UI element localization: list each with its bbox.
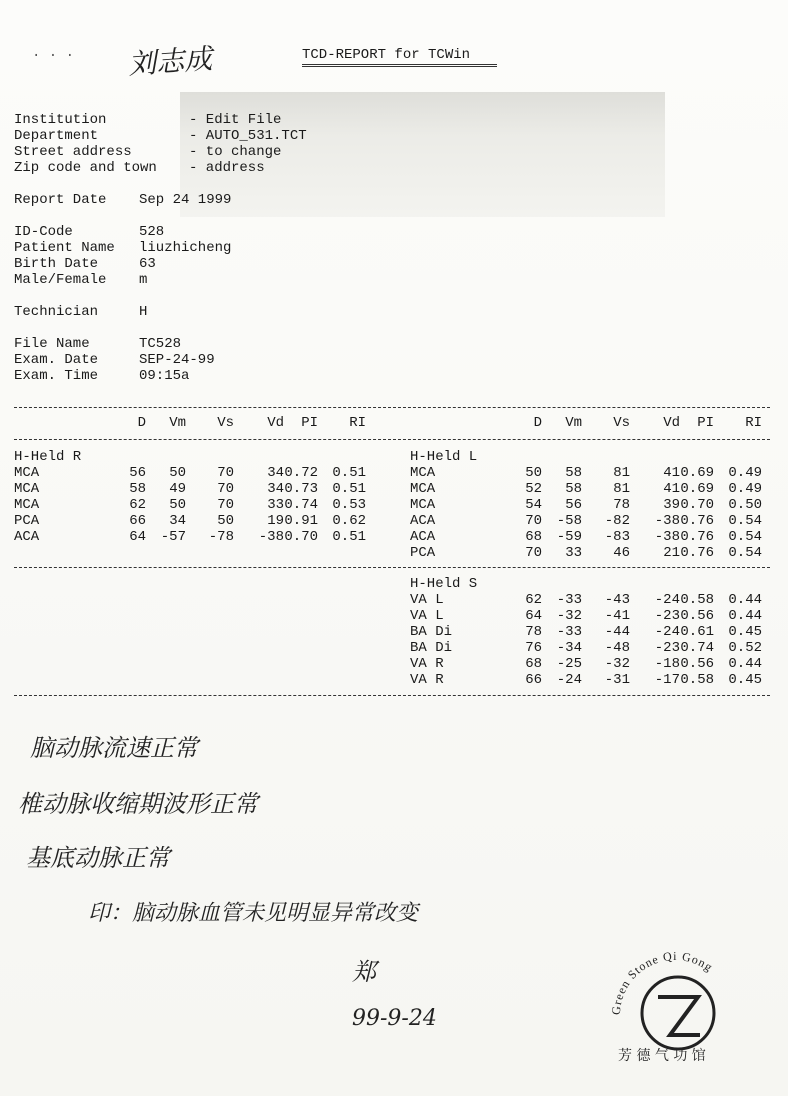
column-header-vm: Vm — [565, 415, 582, 431]
report-date-label: Report Date — [14, 192, 107, 208]
value-cell: 0.72 — [284, 465, 318, 481]
value-cell: 0.51 — [332, 481, 366, 497]
table-row — [410, 545, 762, 561]
value-cell: 0.69 — [680, 481, 714, 497]
pen-marks: · · · — [32, 48, 75, 64]
exam-value: 09:15a — [139, 368, 190, 384]
vessel-cell: PCA — [14, 513, 40, 529]
value-cell: -24 — [556, 672, 582, 688]
value-cell: 50 — [217, 513, 234, 529]
value-cell: 56 — [129, 465, 146, 481]
report-title: TCD-REPORT for TCWin — [302, 47, 471, 63]
handwritten-note-4: 印：脑动脉血管未见明显异常改变 — [88, 901, 419, 926]
value-cell: 0.70 — [284, 529, 318, 545]
value-cell: 78 — [613, 497, 630, 513]
vessel-cell: MCA — [14, 465, 40, 481]
exam-label: Exam. Date — [14, 352, 99, 368]
column-header-vs: Vs — [613, 415, 630, 431]
patient-label: Patient Name — [14, 240, 115, 256]
patient-label: Male/Female — [14, 272, 107, 288]
handwritten-date: 99-9-24 — [352, 1006, 437, 1031]
h-held-r-title-row — [14, 449, 366, 465]
value-cell: 0.76 — [680, 529, 714, 545]
value-cell: 0.50 — [728, 497, 762, 513]
vessel-cell: ACA — [410, 513, 436, 529]
table-row — [410, 672, 762, 688]
column-header-ri: RI — [349, 415, 366, 431]
table-row — [14, 529, 366, 545]
vessel-cell: MCA — [410, 481, 436, 497]
institution-value: - Edit File — [189, 112, 282, 128]
vessel-cell: MCA — [410, 465, 436, 481]
value-cell: 49 — [169, 481, 186, 497]
value-cell: -25 — [556, 656, 582, 672]
value-cell: 0.54 — [728, 513, 762, 529]
value-cell: -43 — [604, 592, 630, 608]
h-held-l-title-row — [410, 449, 762, 465]
table-row — [410, 592, 762, 608]
value-cell: 62 — [129, 497, 146, 513]
value-cell: 0.54 — [728, 529, 762, 545]
institution-label: Street address — [14, 144, 132, 160]
value-cell: 0.52 — [728, 640, 762, 656]
value-cell: -32 — [604, 656, 630, 672]
svg-text:芳 德 气 功 馆: 芳 德 气 功 馆 — [618, 1048, 706, 1064]
value-cell: 0.61 — [680, 624, 714, 640]
column-header-vs: Vs — [217, 415, 234, 431]
vessel-cell: BA Di — [410, 640, 453, 656]
handwritten-note-1: 脑动脉流速正常 — [30, 734, 198, 762]
value-cell: 68 — [525, 529, 542, 545]
vessel-cell: PCA — [410, 545, 436, 561]
value-cell: 0.76 — [680, 545, 714, 561]
value-cell: -82 — [604, 513, 630, 529]
value-cell: 76 — [525, 640, 542, 656]
value-cell: 68 — [525, 656, 542, 672]
value-cell: 0.74 — [680, 640, 714, 656]
exam-value: TC528 — [139, 336, 182, 352]
column-headers-left — [14, 415, 366, 431]
patient-label: ID-Code — [14, 224, 73, 240]
value-cell: 62 — [525, 592, 542, 608]
handwritten-patient-name: 刘志成 — [127, 42, 214, 81]
table-row — [14, 513, 366, 529]
header-blank — [410, 415, 502, 431]
table-row — [410, 529, 762, 545]
value-cell: -48 — [604, 640, 630, 656]
value-cell: 50 — [169, 497, 186, 513]
separator-top — [14, 407, 770, 408]
h-held-l-title: H-Held L — [410, 449, 478, 465]
exam-value: SEP-24-99 — [139, 352, 215, 368]
separator-bottom — [14, 695, 770, 696]
institution-label: Institution — [14, 112, 107, 128]
value-cell: 0.69 — [680, 465, 714, 481]
value-cell: 50 — [525, 465, 542, 481]
patient-value: m — [139, 272, 148, 288]
vessel-cell: ACA — [14, 529, 40, 545]
value-cell: 64 — [129, 529, 146, 545]
technician-value: H — [139, 304, 148, 320]
value-cell: 66 — [129, 513, 146, 529]
column-headers-right — [410, 415, 762, 431]
value-cell: -38 — [654, 529, 680, 545]
institution-value: - address — [189, 160, 265, 176]
value-cell: -57 — [160, 529, 186, 545]
value-cell: 0.45 — [728, 624, 762, 640]
value-cell: -23 — [654, 640, 680, 656]
value-cell: 81 — [613, 481, 630, 497]
value-cell: 0.76 — [680, 513, 714, 529]
institution-value: - AUTO_531.TCT — [189, 128, 307, 144]
vessel-cell: VA R — [410, 656, 444, 672]
column-header-vm: Vm — [169, 415, 186, 431]
table-row — [14, 481, 366, 497]
value-cell: 0.56 — [680, 656, 714, 672]
column-header-d: D — [533, 415, 542, 431]
value-cell: 56 — [565, 497, 582, 513]
patient-value: 63 — [139, 256, 156, 272]
value-cell: 58 — [565, 465, 582, 481]
vessel-cell: MCA — [14, 497, 40, 513]
value-cell: 0.91 — [284, 513, 318, 529]
separator-middle — [14, 567, 770, 568]
table-row — [410, 608, 762, 624]
value-cell: 0.49 — [728, 481, 762, 497]
value-cell: 0.51 — [332, 465, 366, 481]
h-held-s-title: H-Held S — [410, 576, 478, 592]
patient-value: 528 — [139, 224, 165, 240]
value-cell: 39 — [663, 497, 680, 513]
value-cell: -18 — [654, 656, 680, 672]
vessel-cell: MCA — [14, 481, 40, 497]
value-cell: 0.49 — [728, 465, 762, 481]
value-cell: 19 — [267, 513, 284, 529]
value-cell: -23 — [654, 608, 680, 624]
vessel-cell: VA R — [410, 672, 444, 688]
column-header-vd: Vd — [663, 415, 680, 431]
value-cell: 0.73 — [284, 481, 318, 497]
value-cell: 41 — [663, 465, 680, 481]
separator-header — [14, 439, 770, 440]
column-header-d: D — [137, 415, 146, 431]
value-cell: 0.62 — [332, 513, 366, 529]
exam-label: File Name — [14, 336, 90, 352]
value-cell: 33 — [565, 545, 582, 561]
institution-value: - to change — [189, 144, 282, 160]
value-cell: -59 — [556, 529, 582, 545]
value-cell: 46 — [613, 545, 630, 561]
value-cell: 0.58 — [680, 672, 714, 688]
column-header-ri: RI — [745, 415, 762, 431]
patient-value: liuzhicheng — [139, 240, 232, 256]
vessel-cell: MCA — [410, 497, 436, 513]
value-cell: -31 — [604, 672, 630, 688]
patient-label: Birth Date — [14, 256, 99, 272]
handwritten-note-3: 基底动脉正常 — [26, 844, 170, 872]
h-held-s-table — [410, 576, 762, 688]
vessel-cell: ACA — [410, 529, 436, 545]
value-cell: 78 — [525, 624, 542, 640]
value-cell: 58 — [129, 481, 146, 497]
value-cell: 70 — [217, 465, 234, 481]
value-cell: -24 — [654, 592, 680, 608]
column-header-vd: Vd — [267, 415, 284, 431]
h-held-r-table — [14, 449, 366, 545]
value-cell: -78 — [208, 529, 234, 545]
stamp-text: Green Stone Qi Gong — [608, 948, 716, 1016]
value-cell: 81 — [613, 465, 630, 481]
table-row — [410, 640, 762, 656]
value-cell: 50 — [169, 465, 186, 481]
value-cell: -34 — [556, 640, 582, 656]
value-cell: 54 — [525, 497, 542, 513]
value-cell: 34 — [267, 481, 284, 497]
value-cell: -24 — [654, 624, 680, 640]
clinic-stamp — [600, 935, 750, 1070]
header-blank — [14, 415, 106, 431]
vessel-cell: VA L — [410, 592, 444, 608]
column-header-pi: PI — [697, 415, 714, 431]
technician-label: Technician — [14, 304, 99, 320]
value-cell: 34 — [267, 465, 284, 481]
value-cell: 0.51 — [332, 529, 366, 545]
table-row — [410, 513, 762, 529]
value-cell: 0.53 — [332, 497, 366, 513]
value-cell: 21 — [663, 545, 680, 561]
table-row — [410, 465, 762, 481]
value-cell: 0.74 — [284, 497, 318, 513]
value-cell: 0.56 — [680, 608, 714, 624]
title-underline — [302, 64, 497, 67]
table-row — [410, 497, 762, 513]
report-date-value: Sep 24 1999 — [139, 192, 232, 208]
value-cell: 70 — [525, 545, 542, 561]
vessel-cell: BA Di — [410, 624, 453, 640]
value-cell: 41 — [663, 481, 680, 497]
value-cell: 52 — [525, 481, 542, 497]
value-cell: -33 — [556, 592, 582, 608]
column-header-pi: PI — [301, 415, 318, 431]
value-cell: 58 — [565, 481, 582, 497]
value-cell: 70 — [217, 497, 234, 513]
value-cell: 70 — [217, 481, 234, 497]
h-held-l-table — [410, 449, 762, 561]
value-cell: 70 — [525, 513, 542, 529]
value-cell: 33 — [267, 497, 284, 513]
value-cell: -33 — [556, 624, 582, 640]
value-cell: 0.54 — [728, 545, 762, 561]
value-cell: 64 — [525, 608, 542, 624]
table-row — [14, 497, 366, 513]
h-held-r-title: H-Held R — [14, 449, 82, 465]
handwritten-note-2: 椎动脉收缩期波形正常 — [18, 790, 258, 818]
value-cell: 0.44 — [728, 592, 762, 608]
institution-label: Department — [14, 128, 99, 144]
value-cell: -41 — [604, 608, 630, 624]
value-cell: -44 — [604, 624, 630, 640]
value-cell: -58 — [556, 513, 582, 529]
value-cell: -32 — [556, 608, 582, 624]
header-row — [14, 415, 366, 431]
value-cell: 0.70 — [680, 497, 714, 513]
table-row — [410, 481, 762, 497]
value-cell: 34 — [169, 513, 186, 529]
table-row — [410, 624, 762, 640]
table-row — [14, 465, 366, 481]
value-cell: -17 — [654, 672, 680, 688]
value-cell: 66 — [525, 672, 542, 688]
value-cell: 0.44 — [728, 608, 762, 624]
header-row — [410, 415, 762, 431]
institution-label: Zip code and town — [14, 160, 157, 176]
value-cell: 0.44 — [728, 656, 762, 672]
vessel-cell: VA L — [410, 608, 444, 624]
value-cell: 0.45 — [728, 672, 762, 688]
value-cell: 0.58 — [680, 592, 714, 608]
h-held-s-title-row — [410, 576, 762, 592]
exam-label: Exam. Time — [14, 368, 99, 384]
value-cell: -38 — [258, 529, 284, 545]
handwritten-signature: 郑 — [352, 958, 376, 986]
value-cell: -83 — [604, 529, 630, 545]
value-cell: -38 — [654, 513, 680, 529]
table-row — [410, 656, 762, 672]
